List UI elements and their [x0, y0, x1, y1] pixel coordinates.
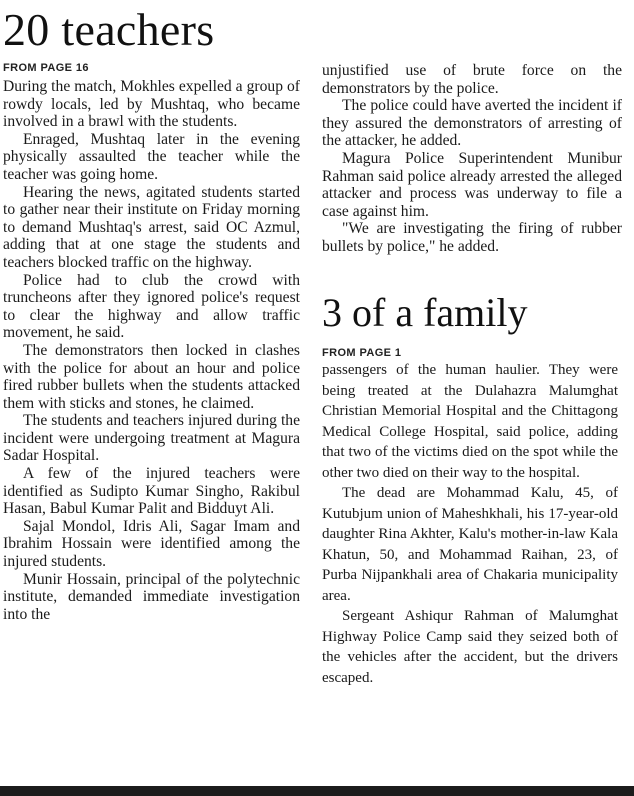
article-paragraph: Munir Hossain, principal of the polytechnic institute, demanded immediate investigation into the	[3, 570, 300, 623]
article-continuation	[322, 62, 622, 256]
bottom-border	[0, 786, 634, 796]
article-headline: 20 teachers	[3, 4, 215, 55]
continuation-label: FROM PAGE 16	[3, 62, 89, 74]
second-article-headline: 3 of a family	[322, 290, 528, 335]
article-paragraph: passengers of the human haulier. They were being treated at the Dulahazra Malumghat Christian Memorial Hospital and the Chittagong Medical College Hospital, said police, adding that two of the victims died on the spot while the other two died on their way to the hospital.	[322, 362, 618, 481]
article-paragraph: "We are investigating the firing of rubber bullets by police," he added.	[322, 220, 622, 255]
article-paragraph: The dead are Mohammad Kalu, 45, of Kutubjum union of Maheshkhali, his 17-year-old daughter Rina Akhter, Kalu's mother-in-law Kala Khatun, 50, and Mohammad Raihan, 23, of Purba Nijpankhali area of Chakaria municipality area.	[322, 485, 618, 604]
article-paragraph: The demonstrators then locked in clashes with the police for about an hour and police fired rubber bullets when the students attacked them with sticks and stones, he claimed.	[3, 341, 300, 412]
article-paragraph: Enraged, Mushtaq later in the evening physically assaulted the teacher while the teacher was going home.	[3, 130, 300, 183]
article-paragraph: The police could have averted the incident if they assured the demonstrators of arresting of the attacker, he added.	[322, 97, 622, 150]
article-paragraph: Hearing the news, agitated students started to gather near their institute on Friday morning to demand Mushtaq's arrest, said OC Azmul, adding that at one stage the students and teachers blocked traffic on the highway.	[3, 183, 300, 271]
column-gutter	[311, 62, 312, 782]
article-paragraph: The students and teachers injured during the incident were undergoing treatment at Magura Sadar Hospital.	[3, 412, 300, 465]
second-article-body	[322, 360, 618, 688]
article-paragraph: A few of the injured teachers were identified as Sudipto Kumar Singho, Rakibul Hasan, Babul Kumar Palit and Bidduyt Ali.	[3, 465, 300, 518]
article-paragraph: Sergeant Ashiqur Rahman of Malumghat Highway Police Camp said they seized both of the vehicles after the accident, but the drivers escaped.	[322, 608, 618, 686]
second-continuation-label: FROM PAGE 1	[322, 347, 402, 359]
left-column	[3, 78, 300, 623]
article-paragraph: Police had to club the crowd with truncheons after they ignored police's request to clear the highway and allow traffic movement, he said.	[3, 271, 300, 342]
article-paragraph: During the match, Mokhles expelled a group of rowdy locals, led by Mushtaq, who became involved in a brawl with the students.	[3, 78, 300, 131]
article-paragraph: Magura Police Superintendent Munibur Rahman said police already arrested the alleged attacker and process was underway to file a case against him.	[322, 149, 622, 220]
article-paragraph: Sajal Mondol, Idris Ali, Sagar Imam and Ibrahim Hossain were identified among the injured students.	[3, 517, 300, 571]
article-paragraph: unjustified use of brute force on the demonstrators by the police.	[322, 62, 622, 97]
